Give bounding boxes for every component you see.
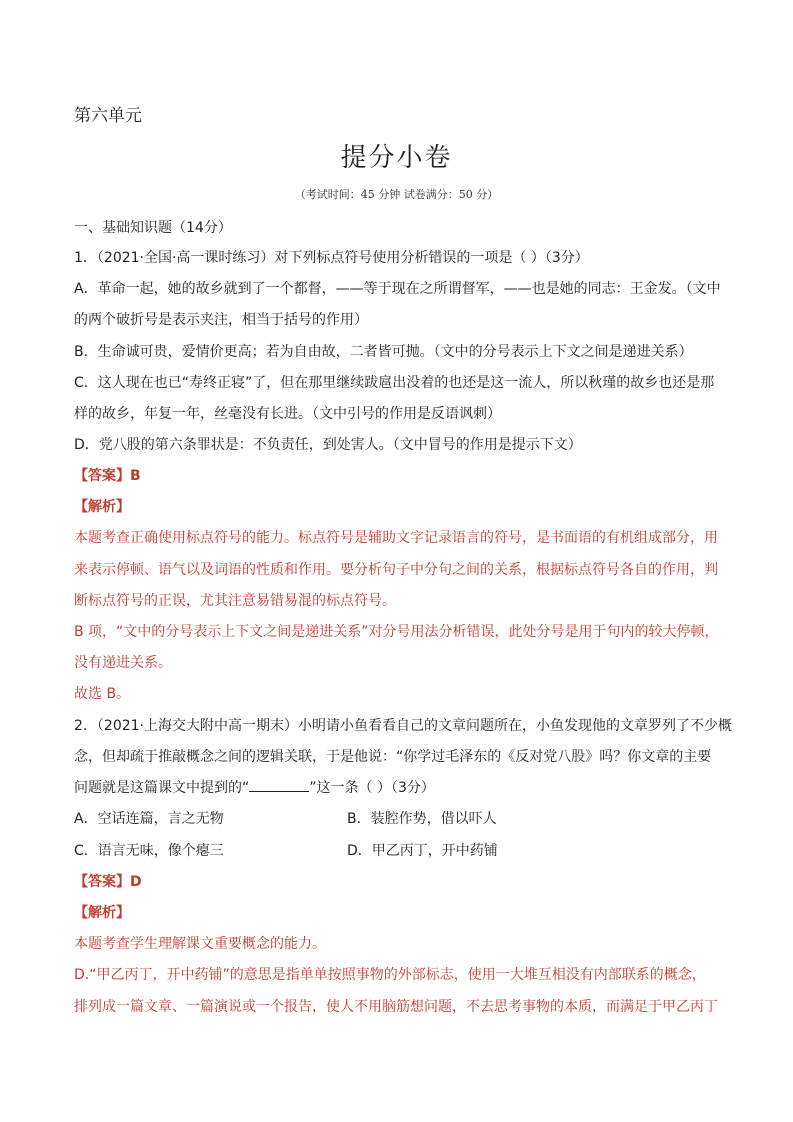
section-heading: 一、基础知识题（14分） [74,220,232,236]
unit-label: 第六单元 [74,106,142,126]
q2-stem-line2: 念，但却疏于推敲概念之间的逻辑关联，于是他说：“你学过毛泽东的《反对党八股》吗？你文章的主要 [74,749,712,765]
q1-option-d: D．党八股的第六条罪状是：不负责任，到处害人。（文中冒号的作用是提示下文） [74,437,582,453]
q1-analysis-line4: B 项，“文中的分号表示上下文之间是递进关系”对分号用法分析错误，此处分号是用于句内的较大停顿， [74,624,719,640]
q2-stem-line3 [74,778,435,798]
fill-blank [249,779,309,792]
q1-analysis-line5: 没有递进关系。 [74,655,172,671]
q2-stem-line1: 2．（2021·上海交大附中高一期末）小明请小鱼看看自己的文章问题所在，小鱼发现他的文章罗列了不少概 [74,718,732,734]
q2-option-a: A．空话连篇，言之无物 [74,811,224,827]
q2-stem-line3-start: 问题就是这篇课文中提到的“ [74,780,250,796]
q1-analysis-line2: 来表示停顿、语气以及词语的性质和作用。要分析句子中分句之间的关系，根据标点符号各自的作用，判 [74,562,718,578]
q1-option-c-line2: 样的故乡，年复一年，丝毫没有长进。（文中引号的作用是反语讽刺） [74,406,501,422]
q1-conclusion: 故选 B。 [74,686,131,702]
q2-analysis-line1: 本题考查学生理解课文重要概念的能力。 [74,936,326,952]
q2-analysis-label: 【解析】 [74,905,130,921]
q2-analysis-line2: D.“甲乙丙丁，开中药铺”的意思是指单单按照事物的外部标志，使用一大堆互相没有内部联系的概念， [74,967,706,983]
q2-answer: 【答案】D [74,874,142,890]
q1-analysis-line1: 本题考查正确使用标点符号的能力。标点符号是辅助文字记录语言的符号，是书面语的有机组成部分，用 [74,530,718,546]
q1-option-c-line1: C．这人现在也已“寿终正寝”了，但在那里继续跋扈出没着的也还是这一流人，所以秋瑾的故乡也还是那 [74,375,715,391]
q2-option-b: B．装腔作势，借以吓人 [347,811,497,827]
q1-analysis-label: 【解析】 [74,499,130,515]
q2-stem-line3-end: ”这一条（ ）（3分） [309,780,435,796]
q1-option-a-line1: A．革命一起，她的故乡就到了一个都督，——等于现在之所谓督军，——也是她的同志：王金发。（文中 [74,281,721,297]
q1-answer: 【答案】B [74,468,141,484]
q1-stem: 1．（2021·全国·高一课时练习）对下列标点符号使用分析错误的一项是（ ）（3分） [74,250,589,266]
q2-option-d: D．甲乙丙丁，开中药铺 [347,843,498,859]
q1-option-a-line2: 的两个破折号是表示夹注，相当于括号的作用） [74,312,368,328]
q1-analysis-line3: 断标点符号的正误，尤其注意易错易混的标点符号。 [74,593,396,609]
q2-analysis-line3: 排列成一篇文章、一篇演说或一个报告，使人不用脑筋想问题，不去思考事物的本质，而满足于甲乙丙丁 [74,999,718,1015]
page-title: 提分小卷 [340,143,453,173]
exam-info: （考试时间：45 分钟 试卷满分：50 分） [294,188,499,201]
q1-option-b: B．生命诚可贵，爱情价更高；若为自由故，二者皆可抛。（文中的分号表示上下文之间是递进关系） [74,344,693,360]
q2-option-c: C．语言无味，像个瘪三 [74,843,224,859]
